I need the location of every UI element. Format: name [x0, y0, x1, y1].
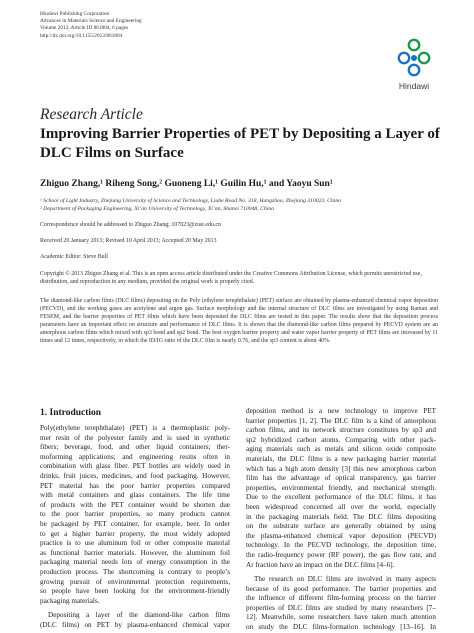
received-dates: Received 20 January 2013; Revised 10 April 2013; Accepted 20 May 2013: [40, 238, 217, 244]
text-line: film has the advantage of optical transparency, gas barrier: [246, 474, 436, 483]
journal-header: [40, 11, 142, 40]
text-line: Depositing a layer of the diamond-like carbon films: [48, 611, 230, 620]
text-line: packaging materials.: [40, 596, 100, 605]
text-line: moforming applications; and engineering resins often in: [40, 452, 230, 461]
affiliation-1: ¹ School of Light Industry, Zhejiang University of Science and Technology, Liuhe Road No. 318, Hangzhou, Zhejiang 310023, China: [40, 198, 342, 204]
affiliation-2: ² Department of Packaging Engineering, Xi’an University of Technology, Xi’an, Shanxi 710048, China: [40, 206, 275, 212]
left-column: [40, 424, 230, 630]
text-line: production process. The shortcoming is contrary to people’s: [40, 567, 230, 576]
text-line: practice is to use aluminum foil or other composite material: [40, 539, 230, 548]
text-line: deposition method is a new technology to improve PET: [246, 407, 436, 415]
text-line: to get a higher barrier property, the most widely adopted: [40, 529, 230, 538]
text-line: to the poor barrier properties, so many products cannot: [40, 510, 230, 519]
publisher-name: Hindawi Publishing Corporation: [40, 11, 110, 17]
right-column: [246, 407, 436, 633]
text-line: on study the DLC films-formation technology [13–16]. In: [246, 623, 436, 632]
text-line: sp2 hybridized carbon atoms. Comparing with other pack-: [246, 435, 436, 444]
text-line: properties of DLC films are studied by many researchers [7–: [246, 603, 436, 612]
text-line: which has a high atom density [3] this new amorphous carbon: [246, 464, 436, 473]
article-type: Research Article: [40, 106, 143, 123]
volume-info: Volume 2013, Article ID 861804, 6 pages: [40, 25, 129, 32]
intro-paragraph-2: [40, 611, 230, 630]
text-line: PET material has the poor barrier properties compared: [40, 481, 230, 490]
text-line: Poly(ethylene terephthalate) (PET) is a thermoplastic poly-: [40, 424, 230, 432]
journal-name: Advances in Materials Science and Engineering: [40, 18, 142, 25]
text-line: mer resin of the polyester family and is used in synthetic: [40, 433, 230, 442]
copyright-notice: Copyright © 2013 Zhiguo Zhang et al. This is an open access article distributed under the Creative Commons Attribution License, which permits unrestricted use, distribution, and reproduction in any medium, provided the original work is properly cited.: [40, 271, 422, 285]
abstract-text: The diamond-like carbon films (DLC films) depositing on the Poly (ethylene terephthalate) (PET) surface are obtained by plasma-enhanced chemical vapor deposition (PECVD), and the working gases are acetylene and argon gas. Surface morphology and the internal structure of DLC films are investigated by using Raman and FESEM, and the barrier properties of PET films which have been deposited the DLC films are tested in this paper. The results show that the deposition process parameters have an important effect on structure and performance of DLC films. It is shown that the diamond-like carbon films prepared by PECVD system are an amorphous carbon films which mixed with sp3 bond and sp2 bond. The best oxygen barrier property and water vapor barrier property of PET films are increased by 11 times and 12 times, respectively, in which the ID/IG ratio of the DLC film is nearly 0.76, and the sp3 content is about 40%.: [40, 298, 438, 344]
section-heading-introduction: 1. Introduction: [40, 408, 102, 418]
text-line: carbon films, and its network structure constitutes by sp3 and: [246, 426, 436, 435]
intro-paragraph-3: [246, 407, 436, 570]
text-line: on the substrate surface are generally obtained by using: [246, 522, 436, 531]
hindawi-logo-icon: [393, 38, 435, 82]
text-line: 12]. Meanwhile, some researchers have taken much attention: [246, 613, 436, 622]
text-line: with metal containers and glass containers. The life time: [40, 491, 230, 500]
text-line: technology. In the PECVD technology, the deposition time,: [246, 541, 436, 550]
doi-link[interactable]: http://dx.doi.org/10.1155/2013/861804: [40, 32, 123, 39]
text-line: in the packaging materials field. The DLC films depositing: [246, 512, 436, 521]
text-line: aging materials such as metals and silicon oxide composite: [246, 445, 436, 454]
text-line: as functional barrier materials. However, the aluminum foil: [40, 548, 230, 557]
text-line: Ar fraction have an impact on the DLC films [4–6].: [246, 560, 395, 569]
intro-paragraph-4: [246, 575, 436, 633]
text-line: because of its good performance. The barrier properties and: [246, 584, 436, 593]
text-line: The research on DLC films are involved in many aspects: [254, 575, 436, 584]
text-line: so people have been looking for the environment-friendly: [40, 587, 230, 596]
text-line: of products with the PET container would be shorten due: [40, 500, 230, 509]
author-list: Zhiguo Zhang,¹ Riheng Song,² Guoneng Li,¹ Guilin Hu,¹ and Yaoyu Sun¹: [40, 179, 333, 189]
text-line: fibers; beverage, food, and other liquid containers; ther-: [40, 443, 230, 452]
article-title: [40, 125, 440, 163]
intro-paragraph-1: [40, 424, 230, 606]
text-line: growing pursuit of environmental protection requirements,: [40, 577, 230, 586]
hindawi-logo-text: Hindawi: [398, 81, 430, 91]
title-line-2: DLC Films on Surface: [40, 145, 184, 161]
correspondence-line: Correspondence should be addressed to Zhiguo Zhang; 107023@zust.edu.cn: [40, 222, 221, 228]
text-line: the influence of different film-forming process on the barrier: [246, 594, 436, 603]
text-line: the radio-frequency power (RF power), the gas flow rate, and: [246, 550, 436, 559]
text-line: drinks, fruit juices, medicines, and food packaging. However,: [40, 471, 230, 480]
text-line: (DLC films) on PET by plasma-enhanced chemical vapor: [40, 620, 230, 629]
text-line: properties, environmental friendly, and mechanical strength.: [246, 483, 436, 492]
text-line: Due to the excellent performance of the DLC films, it has: [246, 493, 436, 502]
academic-editor: Academic Editor: Steve Bull: [40, 254, 108, 260]
text-line: been widespread concerned all over the world, especially: [246, 502, 436, 511]
text-line: combination with glass fiber. PET bottles are widely used in: [40, 462, 230, 471]
text-line: barrier properties [1, 2]. The DLC film is a kind of amorphous: [246, 416, 436, 425]
text-line: materials, the DLC films is a new packaging barrier material: [246, 454, 436, 463]
text-line: be packaged by PET container, for example, beer. In order: [40, 519, 230, 528]
text-line: the plasma-enhanced chemical vapor deposition (PECVD): [246, 531, 436, 540]
text-line: packaging material needs lots of energy consumption in the: [40, 558, 230, 567]
title-line-1: Improving Barrier Properties of PET by Depositing a Layer of: [40, 126, 440, 142]
